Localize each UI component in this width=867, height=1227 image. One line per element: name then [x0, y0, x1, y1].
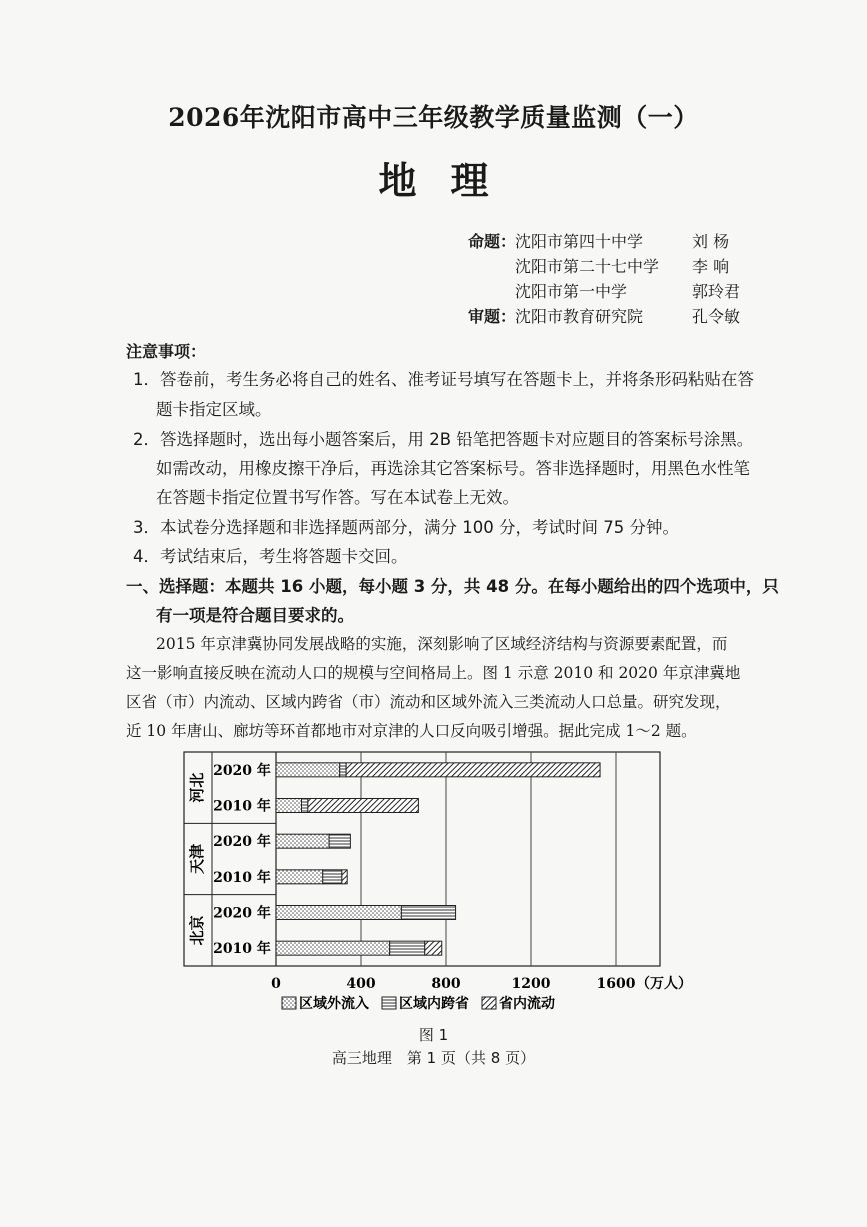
bar-segment	[302, 799, 308, 813]
page-footer: 高三地理 第 1 页（共 8 页）	[331, 1049, 536, 1067]
bar-segment	[390, 941, 425, 955]
subject-title: 地理	[378, 158, 523, 203]
notice-line: 在答题卡指定位置书写作答。写在本试卷上无效。	[156, 488, 519, 507]
bar-segment	[276, 834, 329, 848]
bar-segment	[346, 763, 600, 777]
legend-swatch	[382, 997, 396, 1009]
plot-frame	[184, 752, 660, 966]
x-tick-label: 400	[346, 976, 376, 992]
passage-line: 2015 年京津冀协同发展战略的实施，深刻影响了区域经济结构与资源要素配置，而	[156, 635, 728, 653]
bar-segment	[329, 834, 350, 848]
staff-school: 沈阳市第四十中学	[515, 232, 644, 251]
bar-segment	[276, 941, 390, 955]
notice-line: 4．考试结束后，考生将答题卡交回。	[133, 547, 408, 566]
chart-bars	[276, 763, 600, 955]
x-tick-label: 0	[271, 976, 281, 992]
passage-line: 近 10 年唐山、廊坊等环首都地市对京津的人口反向吸引增强。据此完成 1～2 题。	[126, 722, 697, 740]
legend-swatch	[282, 997, 296, 1009]
x-unit-label: （万人）	[636, 976, 692, 992]
group-label: 北京	[188, 915, 206, 946]
staff-school: 沈阳市教育研究院	[515, 307, 644, 326]
bar-segment	[401, 906, 455, 920]
notice-line: 题卡指定区域。	[156, 400, 272, 419]
staff-label: 命题：	[468, 232, 517, 251]
notice-line: 1．答卷前，考生务必将自己的姓名、准考证号填写在答题卡上，并将条形码粘贴在答	[133, 370, 754, 389]
bar-segment	[276, 870, 323, 884]
row-label: 2010 年	[213, 869, 271, 886]
notice-heading: 注意事项：	[126, 342, 207, 361]
bar-segment	[425, 941, 442, 955]
bar-segment	[276, 906, 401, 920]
bar-segment	[276, 799, 302, 813]
group-label: 天津	[188, 843, 206, 875]
staff-school: 沈阳市第二十七中学	[515, 257, 660, 276]
section-line: 一、选择题：本题共 16 小题，每小题 3 分，共 48 分。在每小题给出的四个选项中，只	[126, 577, 779, 596]
legend-label: 区域内跨省	[399, 996, 469, 1012]
staff-school: 沈阳市第一中学	[515, 282, 628, 301]
chart-axes	[184, 752, 660, 966]
bar-segment	[308, 799, 419, 813]
bar-segment	[323, 870, 342, 884]
staff-label: 审题：	[468, 307, 517, 326]
notice-line: 如需改动，用橡皮擦干净后，再选涂其它答案标号。答非选择题时，用黑色水性笔	[156, 459, 750, 478]
staff-name: 刘 杨	[692, 232, 730, 251]
bar-segment	[342, 870, 347, 884]
staff-name: 孔令敏	[692, 307, 741, 326]
exam-title: 2026年沈阳市高中三年级教学质量监测（一）	[168, 103, 699, 132]
notice-line: 3．本试卷分选择题和非选择题两部分，满分 100 分，考试时间 75 分钟。	[133, 518, 679, 537]
bar-segment	[340, 763, 346, 777]
section-line: 有一项是符合题目要求的。	[156, 606, 354, 625]
row-label: 2020 年	[213, 905, 271, 922]
x-tick-label: 1200	[511, 976, 551, 992]
row-label: 2020 年	[213, 762, 271, 779]
staff-name: 李 响	[692, 257, 730, 276]
passage-line: 这一影响直接反映在流动人口的规模与空间格局上。图 1 示意 2010 和 2020 年京津冀地	[126, 664, 741, 682]
figure-caption: 图 1	[418, 1026, 449, 1044]
row-label: 2010 年	[213, 941, 271, 958]
staff-name: 郭玲君	[692, 282, 741, 301]
legend-swatch	[482, 997, 496, 1009]
x-tick-label: 1600	[596, 976, 636, 992]
legend-label: 区域外流入	[299, 996, 369, 1012]
row-label: 2020 年	[213, 834, 271, 851]
notice-line: 2．答选择题时，选出每小题答案后，用 2B 铅笔把答题卡对应题目的答案标号涂黑。	[133, 430, 754, 449]
chart-legend	[282, 995, 555, 1012]
group-label: 河北	[188, 772, 206, 803]
legend-label: 省内流动	[499, 996, 555, 1012]
row-label: 2010 年	[213, 798, 271, 815]
bar-segment	[276, 763, 340, 777]
x-tick-label: 800	[431, 976, 461, 992]
passage-line: 区省（市）内流动、区域内跨省（市）流动和区域外流入三类流动人口总量。研究发现，	[126, 693, 731, 711]
